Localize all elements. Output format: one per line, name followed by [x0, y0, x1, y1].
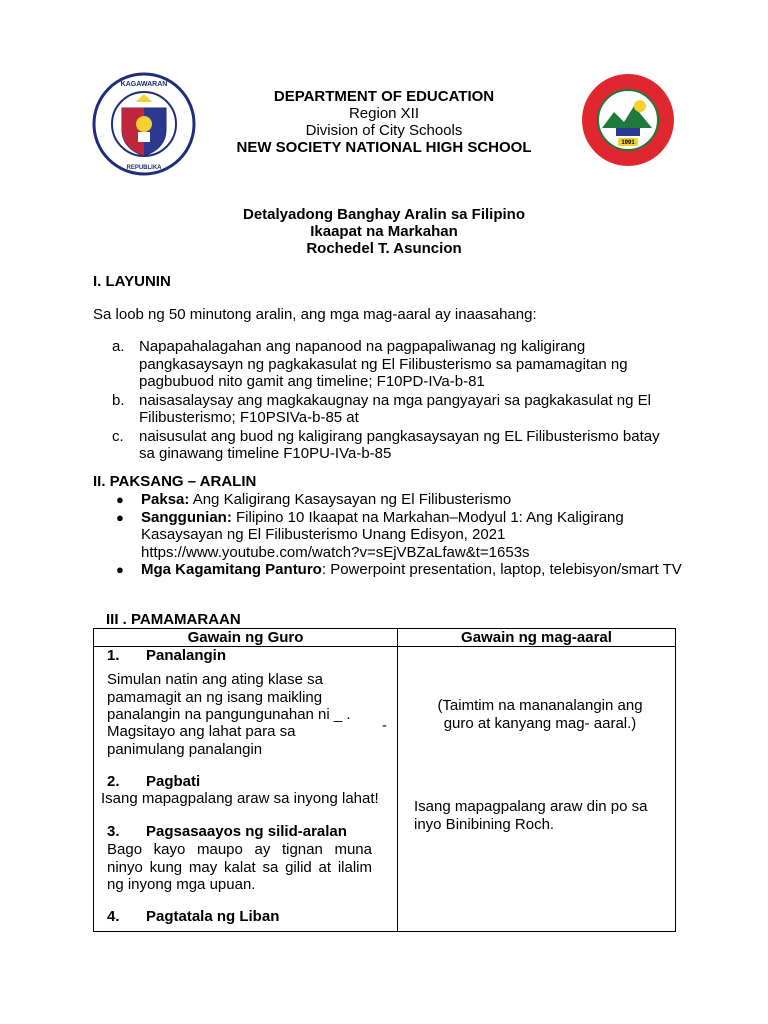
- item-label: Mga Kagamitang Panturo: [141, 561, 322, 578]
- section-heading-layunin: I. LAYUNIN: [93, 273, 171, 290]
- region-name: Region XII: [348, 105, 420, 122]
- item-text: : Powerpoint presentation, laptop, telebisyon/smart TV: [321, 561, 682, 578]
- list-item: [112, 561, 682, 579]
- bullet-icon: ●: [116, 492, 124, 507]
- list-item: [112, 392, 672, 427]
- dash-mark: -: [382, 717, 387, 734]
- item-label: Paksa:: [141, 491, 190, 508]
- teacher-greeting-text: Isang mapagpalang araw sa inyong lahat!: [101, 790, 379, 807]
- list-marker: b.: [112, 391, 125, 409]
- step-title: Pagbati: [146, 773, 201, 790]
- objective-text: Napapahalagahan ang napanood na pagpapaliwanag ng kaligirang pangkasaysayn ng pagkakasulat ng El Filibusterismo sa pamamagitan ng pagbubuod nito gamit ang timeline; F10PD-IVa-b-81: [139, 338, 628, 390]
- svg-text:KAGAWARAN: KAGAWARAN: [120, 81, 168, 88]
- procedure-table: [93, 628, 676, 932]
- step-title: Panalangin: [146, 647, 227, 664]
- item-text: Ang Kaligirang Kasaysayan ng El Filibusterismo: [189, 491, 512, 508]
- teacher-arrange-text: Bago kayo maupo ay tignan muna ninyo kung may kalat sa gilid at ilalim ng inyong mga upuan.: [107, 841, 372, 893]
- school-name: NEW SOCIETY NATIONAL HIGH SCHOOL: [236, 139, 532, 156]
- section-heading-paksa: II. PAKSANG – ARALIN: [93, 473, 257, 490]
- step-title: Pagtatala ng Liban: [146, 908, 280, 925]
- student-activities-cell: [398, 647, 676, 932]
- department-name: DEPARTMENT OF EDUCATION: [273, 88, 495, 105]
- bullet-icon: ●: [116, 562, 124, 577]
- svg-text:1991: 1991: [621, 140, 635, 146]
- teacher-prayer-text: Simulan natin ang ating klase sa pamamagit an ng isang maikling panalangin na pangungunahan ni _ .: [107, 671, 351, 723]
- division-name: Division of City Schools: [305, 122, 463, 139]
- step-number: 2.: [107, 773, 120, 790]
- step-title: Pagsasaayos ng silid-aralan: [146, 823, 347, 840]
- list-item: [112, 491, 682, 509]
- objective-text: naisusulat ang buod ng kaligirang pangkasaysayan ng EL Filibusterismo batay sa ginawang timeline F10PU-IVa-b-85: [139, 427, 660, 462]
- column-header-guro: Gawain ng Guro: [94, 629, 398, 647]
- item-label: Sanggunian:: [141, 508, 232, 526]
- step-number: 4.: [107, 908, 120, 925]
- list-item: [112, 509, 682, 562]
- column-header-mag-aaral: Gawain ng mag-aaral: [398, 629, 676, 647]
- item-text: Filipino 10 Ikaapat na Markahan–Modyul 1: Ang Kaligirang Kasaysayan ng El Filibusterismo Unang Edisyon, 2021 https://www.youtube.com/watch?v=sEjVBZaLfaw&t=1653s: [141, 508, 624, 561]
- student-prayer-text: (Taimtim na mananalangin ang guro at kanyang mag- aaral.): [437, 697, 643, 732]
- teacher-activities-cell: [94, 647, 398, 932]
- list-marker: c.: [112, 427, 124, 445]
- student-greeting-text: Isang mapagpalang araw din po sa inyo Binibining Roch.: [414, 798, 648, 833]
- objectives-list: [112, 338, 672, 464]
- letterhead: [150, 88, 618, 156]
- topic-list: [112, 491, 682, 579]
- layunin-intro: Sa loob ng 50 minutong aralin, ang mga mag-aaral ay inaasahang:: [93, 306, 537, 323]
- list-item: [112, 338, 672, 391]
- section-heading-pamamaraan: III . PAMAMARAAN: [106, 611, 241, 628]
- list-item: [112, 428, 672, 463]
- step-number: 3.: [107, 823, 120, 840]
- plan-author: Rochedel T. Asuncion: [306, 240, 462, 257]
- plan-quarter: Ikaapat na Markahan: [310, 223, 458, 240]
- step-number: 1.: [107, 647, 120, 664]
- svg-text:REPUBLIKA: REPUBLIKA: [126, 165, 162, 171]
- objective-text: naisasalaysay ang magkakaugnay na mga pangyayari sa pagkakasulat ng El Filibusterismo; F10PSIVa-b-85 at: [139, 391, 651, 426]
- plan-title: Detalyadong Banghay Aralin sa Filipino: [243, 206, 525, 223]
- list-marker: a.: [112, 338, 125, 355]
- bullet-icon: ●: [116, 509, 124, 525]
- teacher-stand-text: Magsitayo ang lahat para sa panimulang panalangin: [107, 723, 296, 758]
